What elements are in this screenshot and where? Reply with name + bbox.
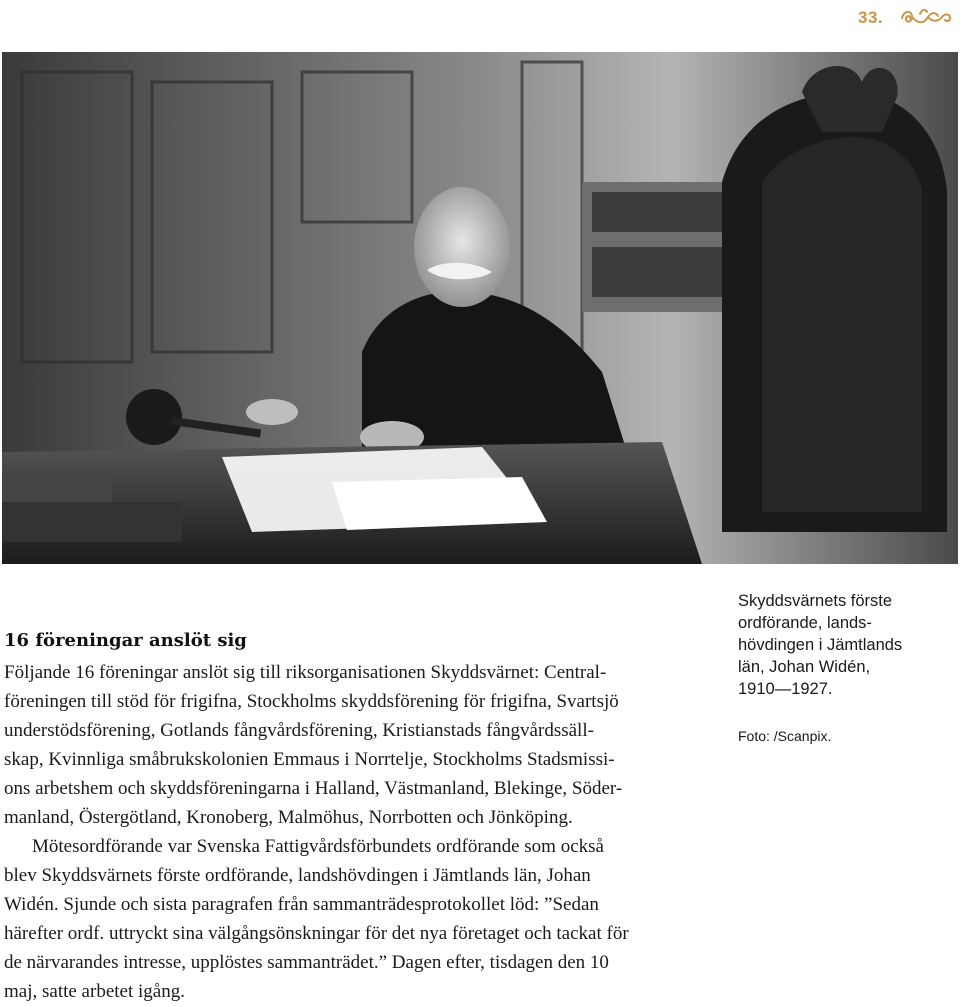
body-line: härefter ordf. uttryckt sina välgångsönskningar för det nya företaget och tackat för [4, 923, 629, 944]
body-line: maj, satte arbetet igång. [4, 981, 185, 1002]
page-number: 33. [858, 8, 884, 27]
photograph [2, 52, 958, 564]
article-body [4, 658, 704, 1006]
body-line: Mötesordförande var Svenska Fattigvårdsförbundets ordförande som också [32, 836, 604, 857]
body-line: Följande 16 föreningar anslöt sig till riksorganisationen Skyddsvärnet: Central- [4, 662, 607, 683]
portrait-photo-icon [2, 52, 958, 564]
caption-line: ordförande, lands- [738, 614, 872, 632]
body-line: manland, Östergötland, Kronoberg, Malmöhus, Norrbotten och Jönköping. [4, 807, 573, 828]
body-line: blev Skyddsvärnets förste ordförande, landshövdingen i Jämtlands län, Johan [4, 865, 591, 886]
caption-line: län, Johan Widén, [738, 658, 871, 676]
body-line: föreningen till stöd för frigifna, Stockholms skyddsförening för frigifna, Svartsjö [4, 691, 619, 712]
body-line: ons arbetshem och skyddsföreningarna i Halland, Västmanland, Blekinge, Söder- [4, 778, 623, 799]
photo-caption [738, 590, 958, 700]
section-heading: 16 föreningar anslöt sig [4, 630, 247, 651]
body-line: Widén. Sjunde och sista paragrafen från sammanträdesprotokollet löd: ”Sedan [4, 894, 599, 915]
body-line: de närvarandes intresse, upplöstes sammanträdet.” Dagen efter, tisdagen den 10 [4, 952, 609, 973]
body-line: skap, Kvinnliga småbrukskolonien Emmaus i Norrtelje, Stockholms Stadsmissi- [4, 749, 615, 770]
body-line: understödsförening, Gotlands fångvårdsförening, Kristianstads fångvårdssäll- [4, 720, 594, 741]
caption-line: 1910—1927. [738, 680, 833, 698]
decorative-flourish-icon [898, 6, 954, 28]
caption-line: hövdingen i Jämtlands [738, 636, 903, 654]
caption-line: Skyddsvärnets förste [738, 592, 893, 610]
photo-credit: Foto: /Scanpix. [738, 728, 832, 744]
